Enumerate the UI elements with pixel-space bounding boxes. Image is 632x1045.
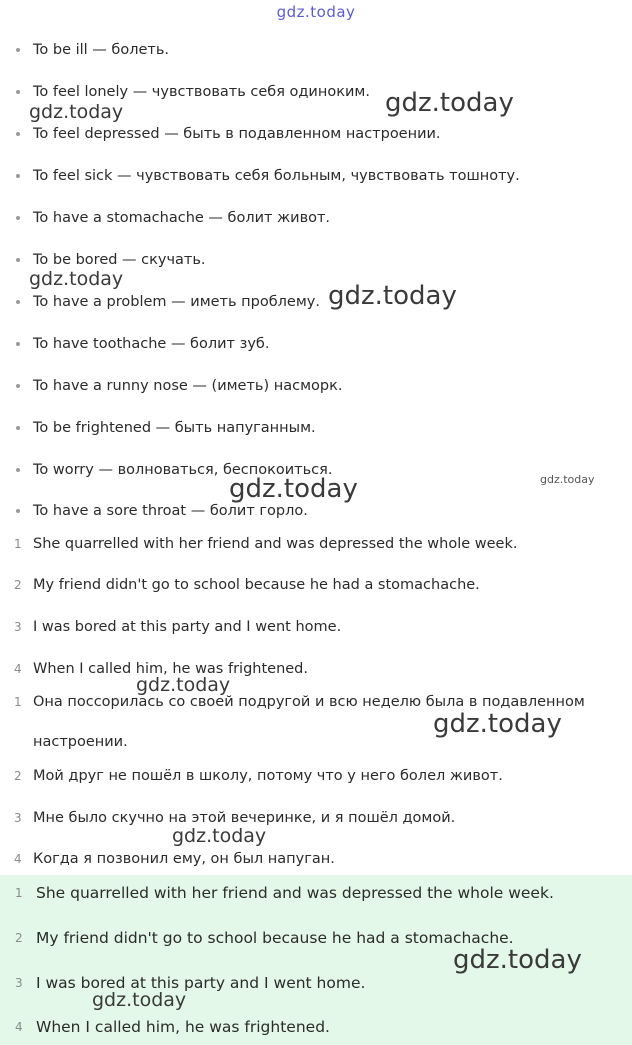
- vocab-text: To have a problem — иметь проблему.: [33, 294, 320, 310]
- vocab-text: To feel sick — чувствовать себя больным, чувствовать тошноту.: [33, 168, 520, 184]
- list-item: [0, 375, 632, 397]
- sentence-en: [0, 574, 632, 596]
- answer-item: [0, 1015, 632, 1039]
- bullet-dot: [16, 90, 20, 94]
- bullet-dot: [16, 342, 20, 346]
- watermark: gdz.today: [453, 945, 582, 975]
- list-item: [0, 207, 632, 229]
- watermark: gdz.today: [328, 281, 457, 311]
- vocab-text: To have a runny nose — (иметь) насморк.: [33, 378, 343, 394]
- answer-text: I was bored at this party and I went home.: [36, 974, 366, 992]
- watermark: gdz.today: [29, 101, 124, 123]
- list-item: [0, 165, 632, 187]
- sentence-text: Мой друг не пошёл в школу, потому что у него болел живот.: [33, 768, 503, 784]
- sentence-ru: [0, 807, 632, 829]
- vocab-text: To worry — волноваться, беспокоиться.: [33, 462, 333, 478]
- item-number: 2: [15, 931, 23, 945]
- sentence-ru: [0, 765, 632, 787]
- item-number: 2: [14, 578, 22, 592]
- site-header[interactable]: gdz.today: [276, 3, 356, 21]
- item-number: 3: [14, 811, 22, 825]
- item-number: 2: [14, 769, 22, 783]
- bullet-dot: [16, 174, 20, 178]
- bullet-dot: [16, 468, 20, 472]
- item-number: 3: [14, 620, 22, 634]
- sentence-text: I was bored at this party and I went home.: [33, 619, 342, 635]
- list-item: [0, 333, 632, 355]
- sentence-text: Она поссорилась со своей подругой и всю неделю была в подавленном настроении.: [33, 694, 585, 750]
- watermark: gdz.today: [540, 473, 595, 486]
- sentence-text: Мне было скучно на этой вечеринке, и я пошёл домой.: [33, 810, 456, 826]
- sentence-ru: [0, 848, 632, 870]
- bullet-dot: [16, 258, 20, 262]
- sentence-text: She quarrelled with her friend and was depressed the whole week.: [33, 536, 518, 552]
- vocab-text: To feel depressed — быть в подавленном настроении.: [33, 126, 441, 142]
- vocab-text: To have a sore throat — болит горло.: [33, 503, 308, 519]
- sentence-en: [0, 533, 632, 555]
- answer-text: My friend didn't go to school because he had a stomachache.: [36, 929, 514, 947]
- answer-text: When I called him, he was frightened.: [36, 1018, 330, 1036]
- watermark: gdz.today: [433, 709, 562, 739]
- bullet-dot: [16, 48, 20, 52]
- bullet-dot: [16, 384, 20, 388]
- watermark: gdz.today: [29, 268, 124, 290]
- list-item: [0, 81, 632, 103]
- bullet-dot: [16, 132, 20, 136]
- vocab-text: To be bored — скучать.: [33, 252, 206, 268]
- item-number: 4: [14, 662, 22, 676]
- watermark: gdz.today: [136, 674, 231, 696]
- item-number: 4: [15, 1020, 23, 1034]
- list-item: [0, 417, 632, 439]
- bullet-dot: [16, 426, 20, 430]
- item-number: 1: [14, 695, 22, 709]
- item-number: 3: [15, 976, 23, 990]
- answer-item: [0, 881, 632, 905]
- list-item: [0, 123, 632, 145]
- item-number: 1: [15, 886, 23, 900]
- sentence-en: [0, 658, 632, 680]
- answer-text: She quarrelled with her friend and was depressed the whole week.: [36, 884, 554, 902]
- vocab-text: To feel lonely — чувствовать себя одиноким.: [33, 84, 370, 100]
- bullet-dot: [16, 300, 20, 304]
- bullet-dot: [16, 216, 20, 220]
- sentence-text: When I called him, he was frightened.: [33, 661, 308, 677]
- vocab-text: To have toothache — болит зуб.: [33, 336, 270, 352]
- vocab-text: To be ill — болеть.: [33, 42, 170, 58]
- watermark: gdz.today: [172, 825, 267, 847]
- sentence-en: [0, 616, 632, 638]
- list-item: [0, 39, 632, 61]
- vocab-text: To be frightened — быть напуганным.: [33, 420, 316, 436]
- watermark: gdz.today: [385, 88, 514, 118]
- item-number: 1: [14, 537, 22, 551]
- bullet-dot: [16, 509, 20, 513]
- sentence-text: My friend didn't go to school because he had a stomachache.: [33, 577, 480, 593]
- sentence-text: Когда я позвонил ему, он был напуган.: [33, 851, 335, 867]
- item-number: 4: [14, 852, 22, 866]
- list-item: [0, 291, 632, 313]
- vocab-text: To have a stomachache — болит живот.: [33, 210, 331, 226]
- watermark: gdz.today: [229, 474, 358, 504]
- watermark: gdz.today: [92, 989, 187, 1011]
